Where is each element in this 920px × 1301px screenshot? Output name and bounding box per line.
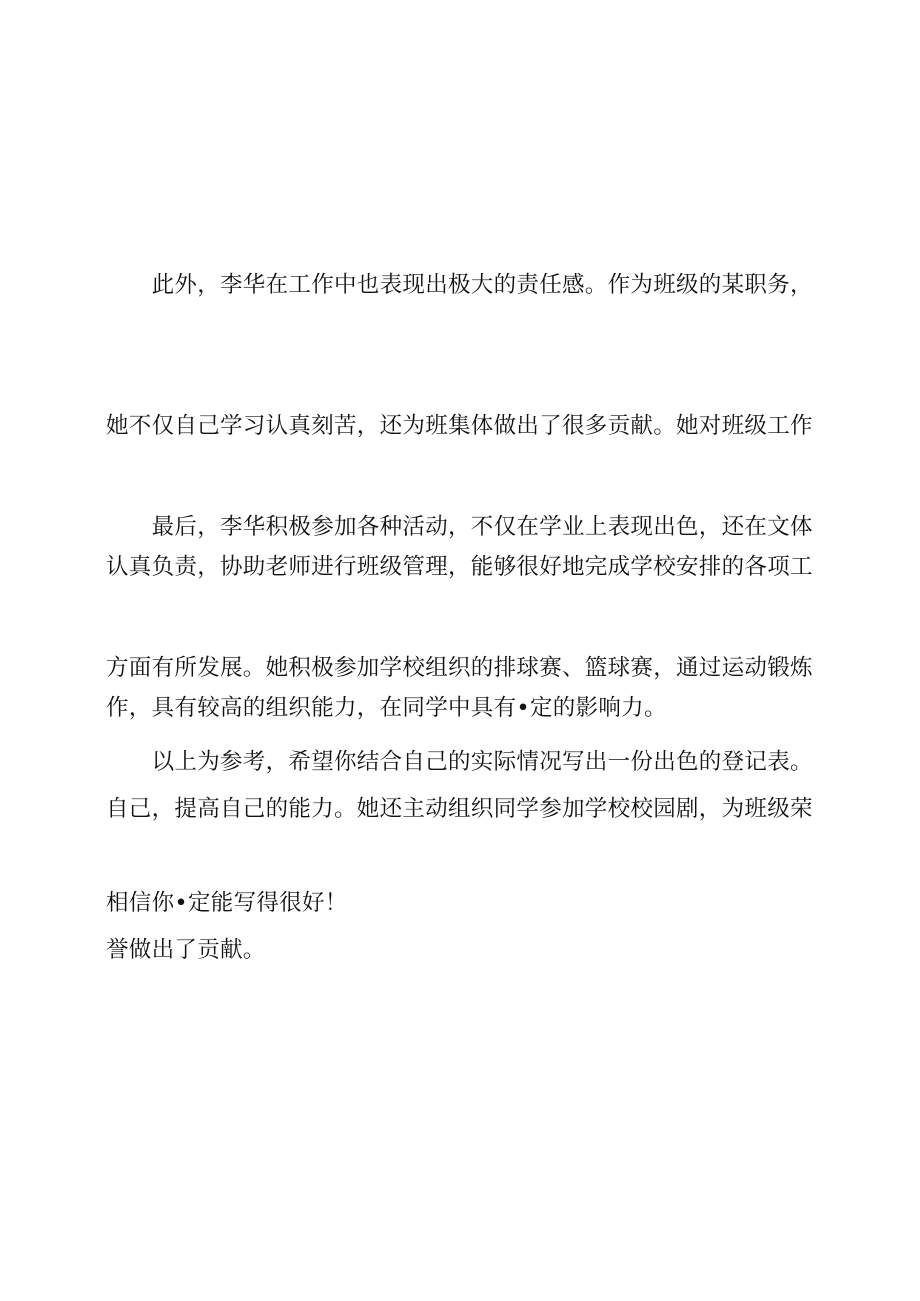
paragraph-line: 此外，李华在工作中也表现出极大的责任感。作为班级的某职务，	[106, 272, 813, 298]
paragraph-closing	[106, 645, 826, 1021]
paragraph-line: 自己，提高自己的能力。她还主动组织同学参加学校校园剧，为班级荣	[106, 796, 813, 822]
paragraph-line: 认真负责，协助老师进行班级管理，能够很好地完成学校安排的各项工	[106, 554, 813, 580]
paragraph-line: 以上为参考，希望你结合自己的实际情况写出一份出色的登记表。	[106, 749, 813, 775]
paragraph-line: 她不仅自己学习认真刻苦，还为班集体做出了很多贡献。她对班级工作	[106, 413, 813, 439]
paragraph-line: 方面有所发展。她积极参加学校组织的排球赛、篮球赛，通过运动锻炼	[106, 655, 813, 681]
paragraph-line: 最后，李华积极参加各种活动，不仅在学业上表现出色，还在文体	[106, 514, 813, 540]
paragraph-line: 相信你•定能写得很好！	[106, 890, 348, 916]
paragraph-line: 作，具有较高的组织能力，在同学中具有•定的影响力。	[106, 695, 667, 721]
paragraph-line: 誉做出了贡献。	[106, 937, 266, 963]
